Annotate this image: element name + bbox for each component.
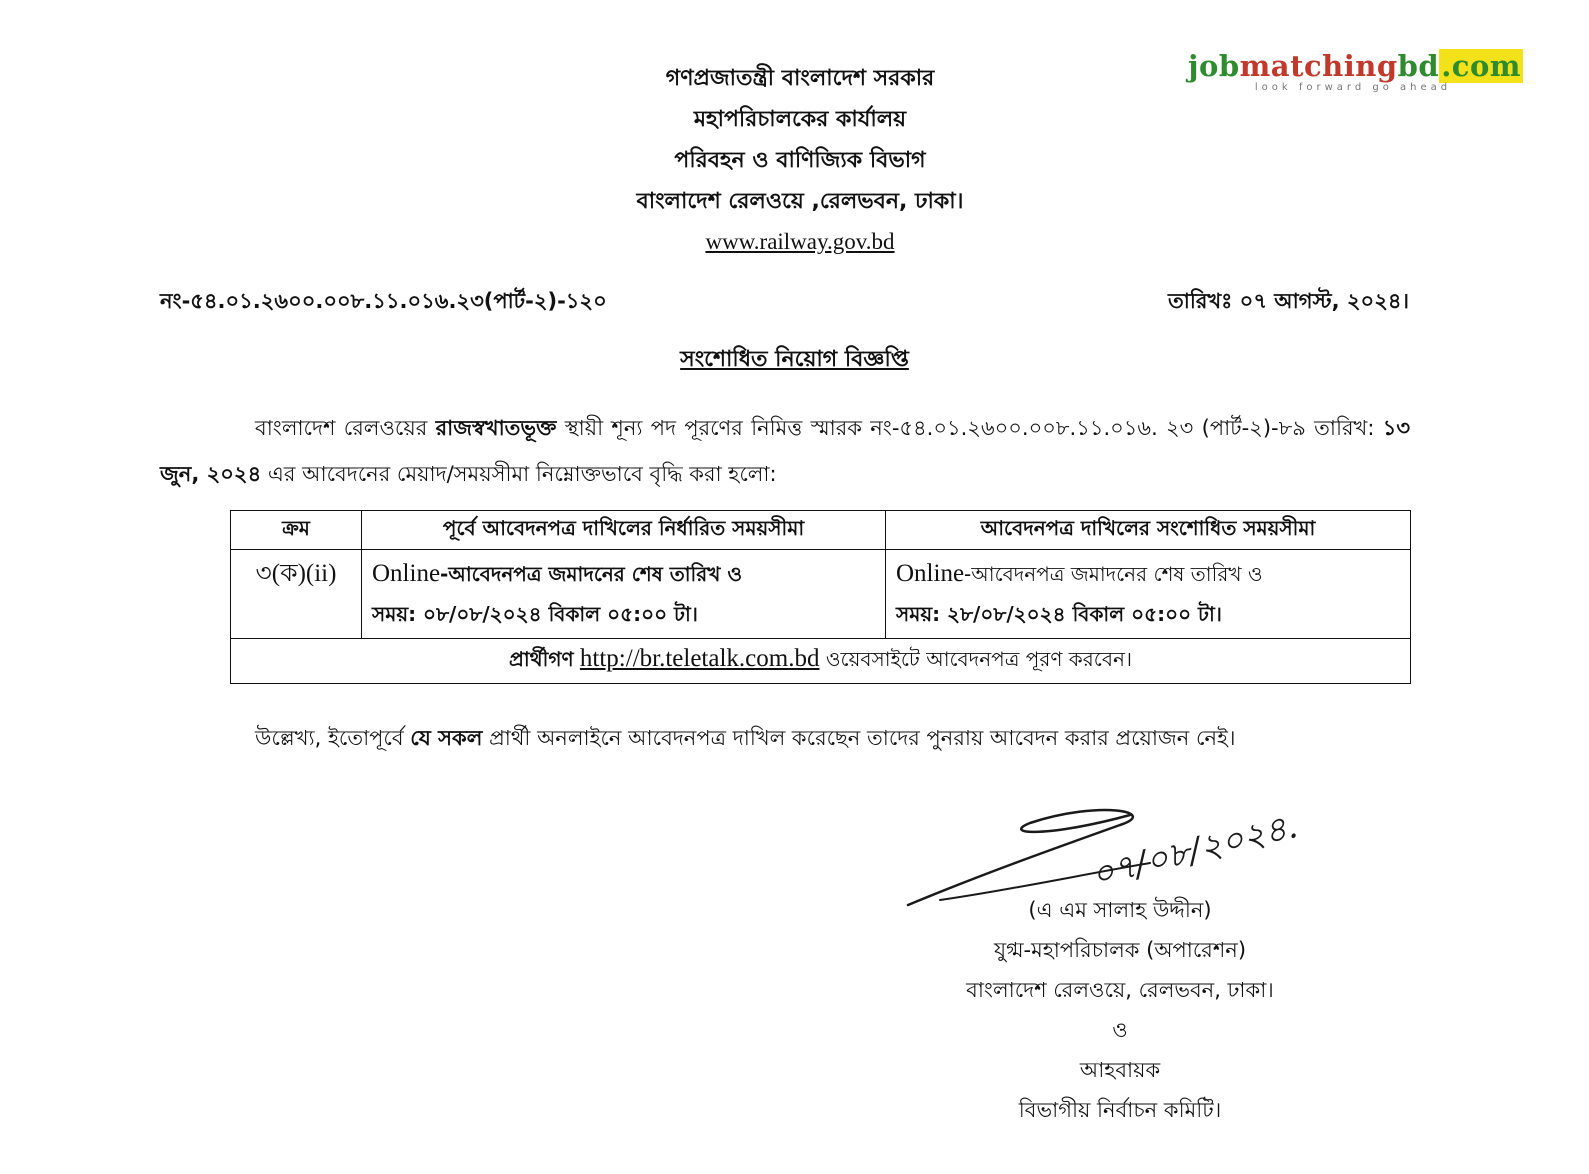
letterhead [500, 58, 1100, 262]
notice-date: তারিখঃ ০৭ আগস্ট, ২০২৪। [1167, 289, 1409, 313]
signature-date: ০৭/০৮/২০২৪. [1087, 806, 1302, 896]
memo-number: নং-৫৪.০১.২৬০০.০০৮.১১.০১৬.২৩(পার্ট-২)-১২০ [160, 289, 607, 313]
intro-paragraph: বাংলাদেশ রেলওয়ের রাজস্বখাতভূক্ত স্থায়ী শূন্য পদ পূরণের নিমিত্ত স্মারক নং-৫৪.০১.২৬০০.০০৮.১১.০১৬. ২৩ (পার্ট-২)-৮৯ তারিখ: ১৩ জুন, ২০২৪ এর আবেদনের মেয়াদ/সময়সীমা নিম্নোক্তভাবে বৃদ্ধি করা হলো: [160, 416, 1410, 486]
office-name: মহাপরিচালকের কার্যালয় [693, 107, 907, 132]
cell-revised-deadline: Online-আবেদনপত্র জমাদনের শেষ তারিখ ও সময়: ২৮/০৮/২০২৪ বিকাল ০৫:০০ টা। [886, 550, 1411, 639]
note-paragraph: উল্লেখ্য, ইতোপূর্বে যে সকল প্রার্থী অনলাইনে আবেদনপত্র দাখিল করেছেন তাদের পুনরায় আবেদন করার প্রয়োজন নেই। [255, 726, 1236, 750]
signatory-office: বাংলাদেশ রেলওয়ে, রেলভবন, ঢাকা। [966, 978, 1274, 1002]
signatory-role: আহবায়ক [1079, 1058, 1161, 1082]
website-link[interactable]: www.railway.gov.bd [705, 229, 895, 254]
notice-title: সংশোধিত নিয়োগ বিজ্ঞপ্তি [680, 347, 909, 372]
notice-title-wrap [0, 342, 1589, 379]
header-serial: ক্রম [231, 511, 362, 550]
watermark-brand: jobmatchingbd.com [1188, 49, 1521, 83]
govt-name: গণপ্রজাতন্ত্রী বাংলাদেশ সরকার [665, 66, 935, 91]
signatory-block [905, 890, 1335, 1130]
table-header-row [231, 511, 1411, 550]
office-address: বাংলাদেশ রেলওয়ে ,রেলভবন, ঢাকা। [636, 189, 964, 214]
apply-instruction: প্রার্থীগণ http://br.teletalk.com.bd ওয়েবসাইটে আবেদনপত্র পূরণ করবেন। [231, 639, 1411, 684]
teletalk-link[interactable]: http://br.teletalk.com.bd [579, 644, 820, 672]
department-name: পরিবহন ও বাণিজ্যিক বিভাগ [674, 148, 926, 173]
signatory-conjunction: ও [1112, 1018, 1128, 1042]
table-row [231, 550, 1411, 639]
table-footer-row [231, 639, 1411, 684]
signatory-committee: বিভাগীয় নির্বাচন কমিটি। [1018, 1098, 1222, 1122]
watermark-tagline: look forward go ahead [1254, 82, 1452, 93]
signatory-name: (এ এম সালাহ উদ্দীন) [1028, 898, 1212, 922]
watermark-logo [1188, 49, 1521, 93]
cell-previous-deadline: Online-আবেদনপত্র জমাদনের শেষ তারিখ ও সময়: ০৮/০৮/২০২৪ বিকাল ০৫:০০ টা। [362, 550, 886, 639]
header-previous-deadline: পূর্বে আবেদনপত্র দাখিলের নির্ধারিত সময়সীমা [362, 511, 886, 550]
signatory-designation: যুগ্ম-মহাপরিচালক (অপারেশন) [993, 938, 1247, 962]
deadline-table [230, 510, 1411, 684]
header-revised-deadline: আবেদনপত্র দাখিলের সংশোধিত সময়সীমা [886, 511, 1411, 550]
cell-serial: ৩(ক)(ii) [231, 550, 362, 639]
